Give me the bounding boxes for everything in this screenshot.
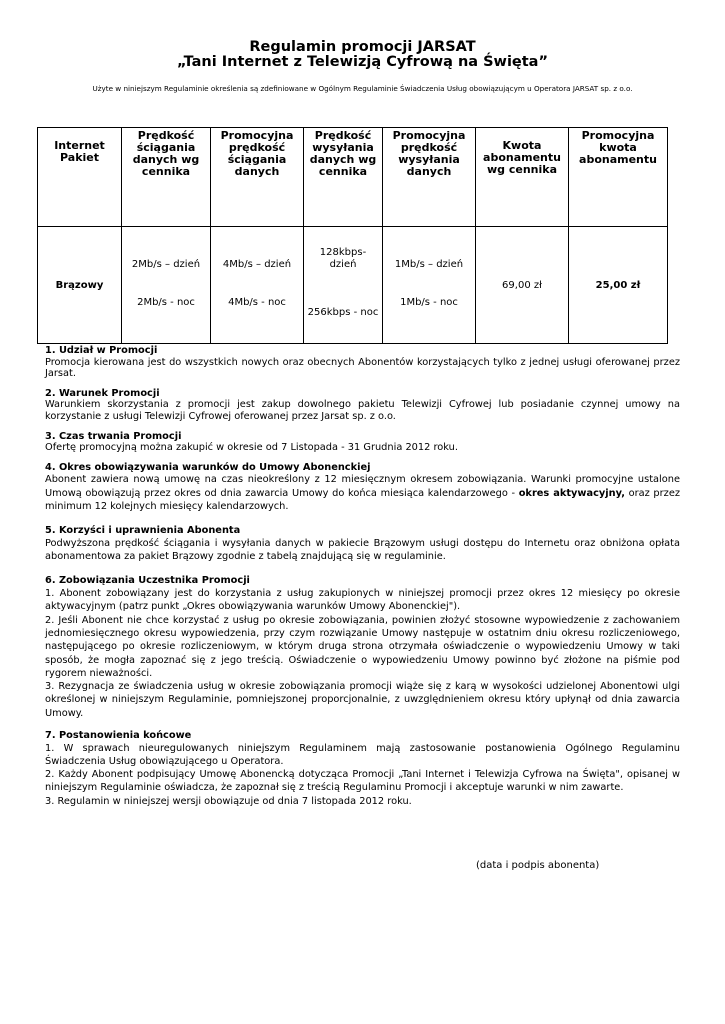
upload-list-cell — [304, 227, 383, 344]
header-upload-promo: Promocyjna prędkość wysyłania danych — [383, 128, 476, 227]
table-header-row — [38, 128, 668, 227]
section-3-text: Ofertę promocyjną można zakupić w okresie od 7 Listopada - 31 Grudnia 2012 roku. — [45, 442, 458, 454]
section-6-item: 2. Jeśli Abonent nie chce korzystać z usług po okresie zobowiązania, powinien złożyć stosowne wypowiedzenie z zachowaniem jednomiesięcznego okresu wypowiedzenia, przy czym rozwiązanie Umowy następuje w ostatnim dniu okresu rozliczeniowego, następującego po okresie rozliczeniowym, w którym druga strona otrzymała oświadczenie o wypowiedzeniu Umowy w taki sposób, że mogła zapoznać się z jego treścią. Oświadczenie o wypowiedzeniu Umowy powinno być złożone na piśmie pod rygorem nieważności. — [45, 614, 680, 679]
intro-note: Użyte w niniejszym Regulaminie określenia są zdefiniowane w Ogólnym Regulaminie Świadczenia Usług obowiązującym u Operatora JARSAT sp. z o.o. — [92, 84, 633, 93]
header-promo-price: Promocyjna kwota abonamentu — [569, 128, 668, 227]
section-1-text: Promocja kierowana jest do wszystkich nowych oraz obecnych Abonentów korzystających tylko z jednej usługi oferowanej przez Jarsat. — [45, 356, 680, 380]
pricing-table — [37, 127, 668, 344]
section-6 — [45, 575, 680, 720]
upload-night: 256kbps - noc — [307, 307, 379, 318]
package-name: Brązowy — [38, 227, 122, 344]
header-package: Internet Pakiet — [38, 128, 122, 227]
document-title: Regulamin promocji JARSAT — [249, 39, 476, 55]
upload-promo-cell — [383, 227, 476, 344]
promo-download-night: 4Mb/s - noc — [228, 297, 286, 308]
upload-day: 128kbps- dzień — [319, 247, 367, 270]
section-5-text: Podwyższona prędkość ściągania i wysyłania danych w pakiecie Brązowym usługi dostępu do Internetu oraz obniżona opłata abonamentowa za pakiet Brązowy zgodnie z tabelą znajdującą się w regulaminie. — [45, 537, 680, 563]
document-subtitle: „Tani Internet z Telewizją Cyfrową na Święta” — [177, 54, 548, 70]
promo-upload-day: 1Mb/s – dzień — [394, 259, 464, 270]
section-7-heading: 7. Postanowienia końcowe — [45, 729, 192, 741]
section-2-text: Warunkiem skorzystania z promocji jest zakup dowolnego pakietu Telewizji Cyfrowej lub posiadanie czynnej umowy na korzystanie z usługi Telewizji Cyfrowej oferowanej przez Jarsat sp. z o.o. — [45, 399, 680, 422]
section-4-heading: 4. Okres obowiązywania warunków do Umowy Abonenckiej — [45, 461, 371, 473]
section-6-item: 1. Abonent zobowiązany jest do korzystania z usług zakupionych w niniejszej promocji przez okres 12 miesięcy po okresie aktywacyjnym (patrz punkt „Okres obowiązywania warunków Umowy Abonenckiej"). — [45, 588, 680, 613]
section-1-heading: 1. Udział w Promocji — [45, 345, 158, 356]
download-day: 2Mb/s – dzień — [131, 259, 201, 270]
download-list-cell — [122, 227, 211, 344]
section-3 — [45, 431, 680, 454]
section-4 — [45, 462, 680, 513]
section-4-text-a: Abonent zawiera nową umowę na czas nieokreślony z 12 miesięcznym okresem zobowiązania. Warunki promocyjne ustalone Umową obowiązują przez okres od dnia zawarcia Umowy do końca miesiąca kalendarzowego - — [45, 474, 680, 499]
section-7-item: 1. W sprawach nieuregulowanych niniejszym Regulaminem mają zastosowanie postanowienia Ogólnego Regulaminu Świadczenia Usług obowiązującego u Operatora. — [45, 742, 680, 767]
promo-download-day: 4Mb/s – dzień — [222, 259, 292, 270]
section-6-item: 3. Rezygnacja ze świadczenia usług w okresie zobowiązania promocji wiąże się z karą w wysokości udzielonej Abonentowi ulgi określonej w niniejszym Regulaminie, pomniejszonej proporcjonalnie, z uwzględnieniem okresu który upłynął od dnia zawarcia Umowy. — [45, 681, 680, 719]
section-7-item: 3. Regulamin w niniejszej wersji obowiązuje od dnia 7 listopada 2012 roku. — [45, 795, 412, 807]
section-4-text-bold: okres aktywacyjny, — [518, 487, 625, 499]
section-7 — [45, 730, 680, 808]
section-5 — [45, 525, 680, 563]
header-download-list: Prędkość ściągania danych wg cennika — [122, 128, 211, 227]
header-price: Kwota abonamentu wg cennika — [476, 128, 569, 227]
download-promo-cell — [211, 227, 304, 344]
section-6-heading: 6. Zobowiązania Uczestnika Promocji — [45, 575, 250, 587]
section-7-item: 2. Każdy Abonent podpisujący Umowę Abonencką dotycząca Promocji „Tani Internet i Telewizja Cyfrowa na Święta", opisanej w niniejszym Regulaminie oświadcza, że zapoznał się z treścią Regulaminu Promocji i akceptuje warunki w nim zawarte. — [45, 769, 680, 794]
header-upload-list: Prędkość wysyłania danych wg cennika — [304, 128, 383, 227]
header-download-promo: Promocyjna prędkość ściągania danych — [211, 128, 304, 227]
section-4-text-b: oraz przez minimum 12 kolejnych miesięcy kalendarzowych. — [45, 487, 680, 512]
section-5-heading: 5. Korzyści i uprawnienia Abonenta — [45, 525, 241, 537]
section-4-text — [45, 473, 680, 513]
table-row — [38, 227, 668, 344]
promo-price-cell: 25,00 zł — [569, 227, 668, 344]
download-night: 2Mb/s - noc — [137, 297, 195, 308]
section-2 — [45, 388, 680, 423]
signature-line: (data i podpis abonenta) — [476, 860, 600, 871]
price-cell: 69,00 zł — [476, 227, 569, 344]
section-1 — [45, 345, 680, 380]
regulations-body — [45, 345, 680, 808]
section-2-heading: 2. Warunek Promocji — [45, 387, 160, 399]
promo-upload-night: 1Mb/s - noc — [400, 297, 458, 308]
section-3-heading: 3. Czas trwania Promocji — [45, 430, 182, 442]
